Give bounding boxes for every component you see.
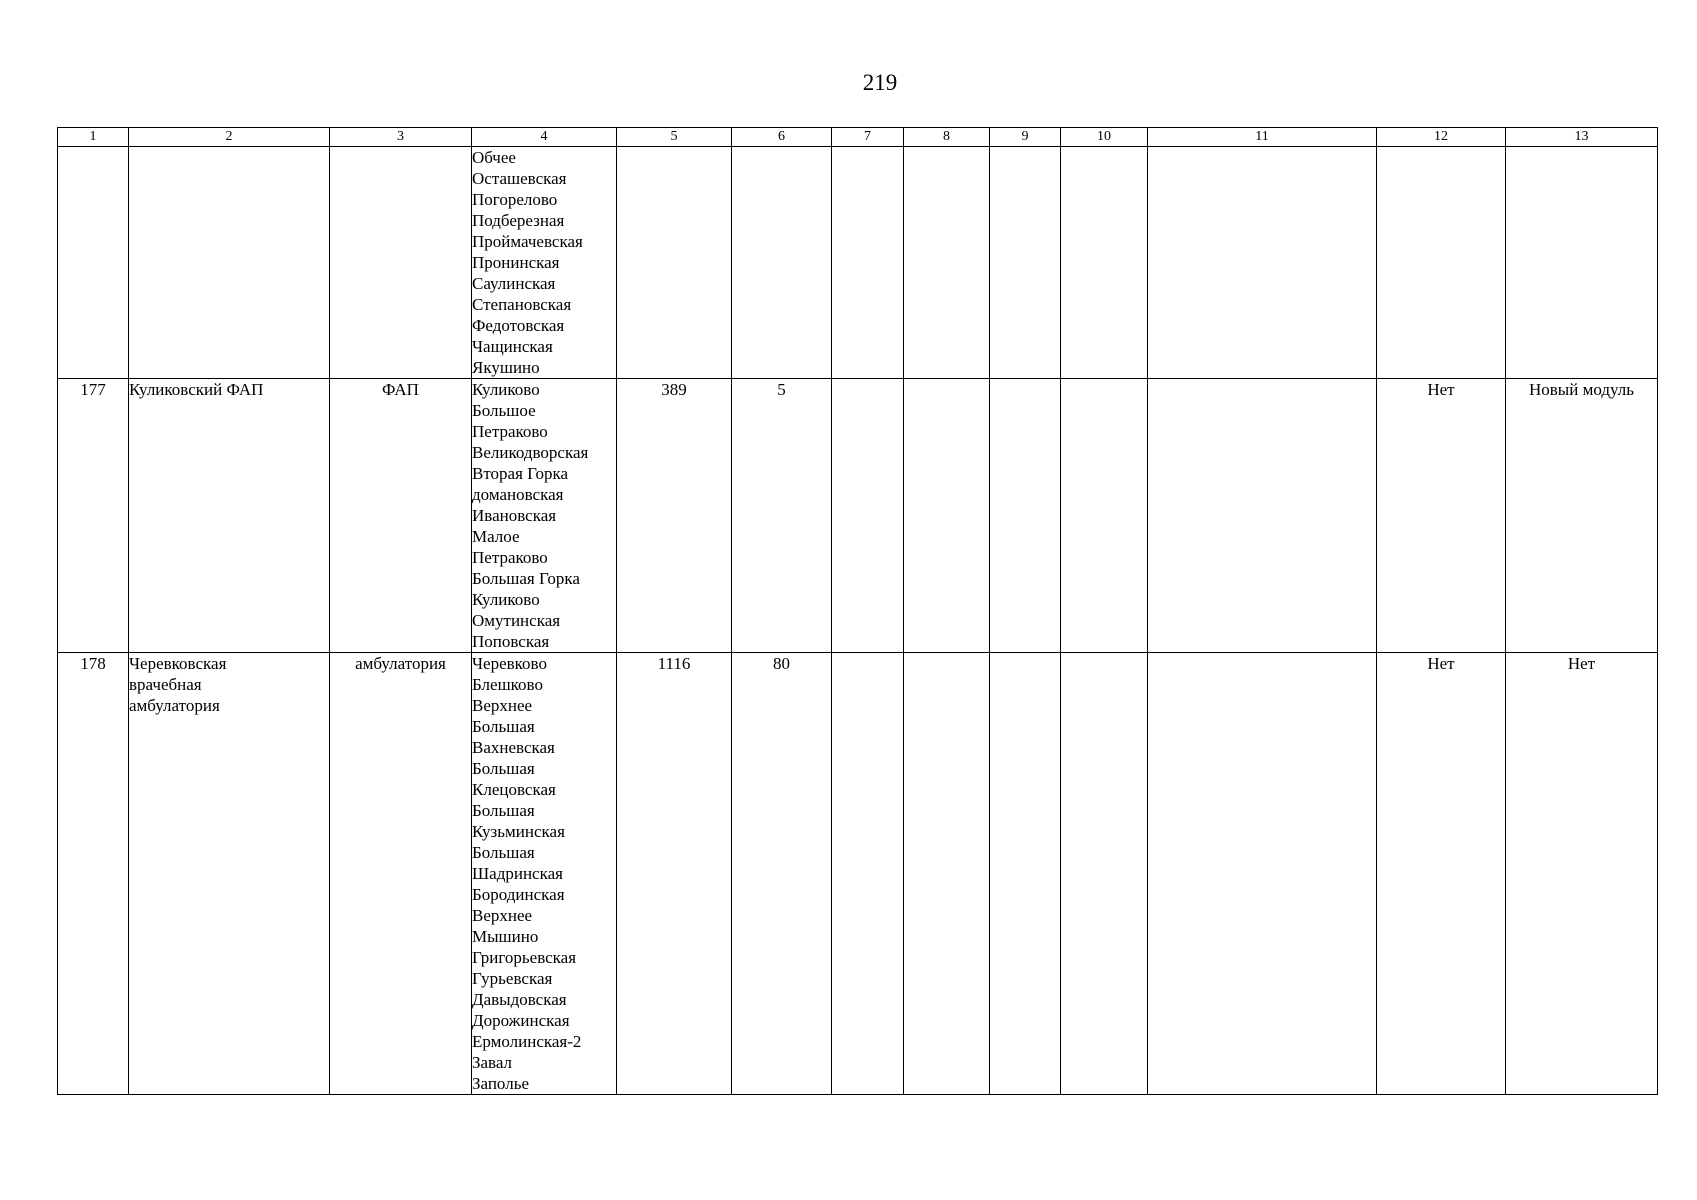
column-header-9: 9 xyxy=(990,128,1061,147)
served-place: Черевково xyxy=(472,654,547,673)
cell-col-6: 5 xyxy=(732,379,832,653)
served-place: Поповская xyxy=(472,632,550,651)
served-place: Степановская xyxy=(472,295,572,314)
cell-col-7 xyxy=(832,379,904,653)
served-place: Пронинская xyxy=(472,253,560,272)
served-place: Шадринская xyxy=(472,864,563,883)
cell-col-7 xyxy=(832,653,904,1095)
cell-population xyxy=(617,147,732,379)
served-place: Клецовская xyxy=(472,780,556,799)
facility-name-line: амбулатория xyxy=(129,696,220,715)
cell-col-13: Нет xyxy=(1506,653,1658,1095)
cell-served-places xyxy=(472,653,617,1095)
column-header-6: 6 xyxy=(732,128,832,147)
cell-row-number: 178 xyxy=(58,653,129,1095)
served-place: Обчее xyxy=(472,148,516,167)
served-place: Григорьевская xyxy=(472,948,577,967)
column-header-8: 8 xyxy=(904,128,990,147)
cell-col-9 xyxy=(990,147,1061,379)
served-place: Кузьминская xyxy=(472,822,565,841)
served-place: Большая xyxy=(472,759,535,778)
table-row xyxy=(58,653,1658,1095)
column-header-3: 3 xyxy=(330,128,472,147)
cell-facility-type xyxy=(330,147,472,379)
cell-col-8 xyxy=(904,379,990,653)
column-header-10: 10 xyxy=(1061,128,1148,147)
served-place: Омутинская xyxy=(472,611,561,630)
column-header-2: 2 xyxy=(129,128,330,147)
served-place: Давыдовская xyxy=(472,990,567,1009)
served-place: Ивановская xyxy=(472,506,557,525)
cell-col-12: Нет xyxy=(1377,379,1506,653)
served-place: Ермолинская-2 xyxy=(472,1032,582,1051)
cell-col-10 xyxy=(1061,147,1148,379)
served-place: Федотовская xyxy=(472,316,565,335)
cell-col-10 xyxy=(1061,379,1148,653)
cell-col-10 xyxy=(1061,653,1148,1095)
cell-facility-name xyxy=(129,379,330,653)
served-place: Вахневская xyxy=(472,738,555,757)
served-place: Завал xyxy=(472,1053,513,1072)
cell-col-11 xyxy=(1148,379,1377,653)
facility-name-line: Черевковская xyxy=(129,654,227,673)
served-place: Большая xyxy=(472,843,535,862)
cell-row-number: 177 xyxy=(58,379,129,653)
cell-facility-type: амбулатория xyxy=(330,653,472,1095)
table-row xyxy=(58,147,1658,379)
column-header-7: 7 xyxy=(832,128,904,147)
cell-facility-name xyxy=(129,147,330,379)
served-place: Куликово xyxy=(472,590,540,609)
cell-col-12: Нет xyxy=(1377,653,1506,1095)
cell-col-7 xyxy=(832,147,904,379)
served-place: Петраково xyxy=(472,422,548,441)
cell-col-11 xyxy=(1148,147,1377,379)
cell-col-6: 80 xyxy=(732,653,832,1095)
served-place: Заполье xyxy=(472,1074,529,1093)
served-place: Верхнее xyxy=(472,696,533,715)
served-place: Вторая Горка xyxy=(472,464,569,483)
served-place: Дорожинская xyxy=(472,1011,570,1030)
column-header-12: 12 xyxy=(1377,128,1506,147)
served-place: Большая xyxy=(472,801,535,820)
facility-name-line: Куликовский ФАП xyxy=(129,380,264,399)
cell-facility-name xyxy=(129,653,330,1095)
column-header-4: 4 xyxy=(472,128,617,147)
cell-served-places xyxy=(472,147,617,379)
served-place: Верхнее xyxy=(472,906,533,925)
facilities-table xyxy=(57,127,1658,1095)
cell-col-13 xyxy=(1506,147,1658,379)
column-header-1: 1 xyxy=(58,128,129,147)
cell-facility-type: ФАП xyxy=(330,379,472,653)
served-place: Подберезная xyxy=(472,211,565,230)
cell-population: 1116 xyxy=(617,653,732,1095)
served-place: Осташевская xyxy=(472,169,567,188)
column-header-5: 5 xyxy=(617,128,732,147)
facility-name-line: врачебная xyxy=(129,675,202,694)
column-header-11: 11 xyxy=(1148,128,1377,147)
served-place: Саулинская xyxy=(472,274,556,293)
served-place: Большое xyxy=(472,401,536,420)
served-place: Большая Горка xyxy=(472,569,580,588)
cell-col-13: Новый модуль xyxy=(1506,379,1658,653)
served-place: Великодворская xyxy=(472,443,589,462)
cell-col-6 xyxy=(732,147,832,379)
served-place: Проймачевская xyxy=(472,232,583,251)
served-place: Мышино xyxy=(472,927,539,946)
served-place: Погорелово xyxy=(472,190,558,209)
cell-col-9 xyxy=(990,653,1061,1095)
served-place: Блешково xyxy=(472,675,543,694)
page-number: 219 xyxy=(862,70,898,95)
header-row xyxy=(58,128,1658,147)
cell-col-8 xyxy=(904,147,990,379)
cell-col-12 xyxy=(1377,147,1506,379)
served-place: Большая xyxy=(472,717,535,736)
cell-col-11 xyxy=(1148,653,1377,1095)
cell-population: 389 xyxy=(617,379,732,653)
served-place: Малое xyxy=(472,527,520,546)
served-place: Куликово xyxy=(472,380,540,399)
cell-col-8 xyxy=(904,653,990,1095)
cell-row-number xyxy=(58,147,129,379)
table-body xyxy=(58,147,1658,1095)
column-header-13: 13 xyxy=(1506,128,1658,147)
served-place: Петраково xyxy=(472,548,548,567)
table-row xyxy=(58,379,1658,653)
served-place: домановская xyxy=(472,485,564,504)
served-place: Бородинская xyxy=(472,885,565,904)
served-place: Гурьевская xyxy=(472,969,553,988)
served-place: Чащинская xyxy=(472,337,553,356)
cell-col-9 xyxy=(990,379,1061,653)
served-place: Якушино xyxy=(472,358,540,377)
cell-served-places xyxy=(472,379,617,653)
